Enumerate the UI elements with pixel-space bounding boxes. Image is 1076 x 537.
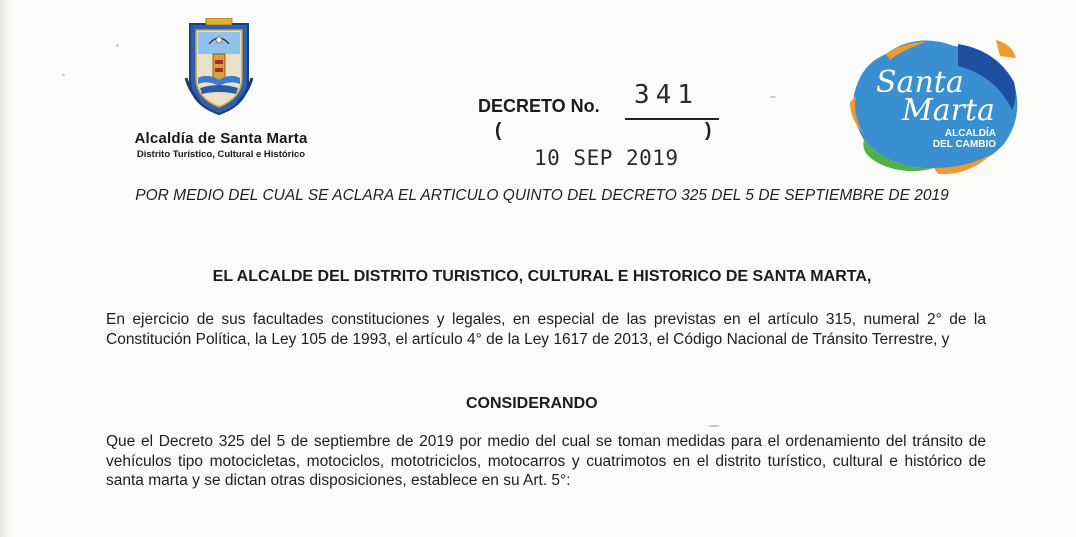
scan-edge-shadow [0, 0, 10, 537]
decree-label: DECRETO No. [478, 96, 600, 116]
date-paren-open: ( [495, 120, 502, 141]
scan-speck [62, 74, 65, 76]
santa-marta-logo [846, 36, 1022, 176]
scan-speck [116, 44, 119, 47]
logo-script-marta: Marta [902, 93, 995, 128]
entity-subtitle: Distrito Turístico, Cultural e Histórico [136, 149, 306, 160]
logo-script-santa: Santa [876, 65, 964, 100]
decree-title: POR MEDIO DEL CUAL SE ACLARA EL ARTICULO QUINTO DEL DECRETO 325 DEL 5 DE SEPTIEMBRE DE 2019 [135, 187, 949, 204]
entity-name: Alcaldía de Santa Marta [134, 130, 308, 147]
logo-tagline-2: DEL CAMBIO [932, 139, 996, 150]
legal-basis-paragraph: En ejercicio de sus facultades constituciones y legales, en especial de las previstas en el artículo 315, numeral 2° de la Constitución Política, la Ley 105 de 1993, el artículo 4° de la Ley 1617 de 2013, el Código Nacional de Tránsito Terrestre, y [106, 311, 986, 348]
issuer-heading: EL ALCALDE DEL DISTRITO TURISTICO, CULTURAL E HISTORICO DE SANTA MARTA, [212, 268, 872, 285]
decree-number: 341 [634, 80, 699, 110]
scan-speck [770, 96, 776, 98]
decree-date-stamp: 10 SEP 2019 [534, 146, 679, 170]
logo-tagline-1: ALCALDÍA [944, 128, 996, 139]
date-paren-close: ) [705, 120, 712, 141]
considerando-paragraph: Que el Decreto 325 del 5 de septiembre de 2019 por medio del cual se toman medidas para el ordenamiento del tránsito de vehículos tipo motocicletas, motociclos, mototriciclos, motocarros y cuatrimotos en el distrito turístico, cultural e histórico de santa marta y se dictan otras disposiciones, establece en su Art. 5°: [106, 433, 986, 489]
section-heading-considerando: CONSIDERANDO [466, 395, 598, 412]
scan-speck [708, 425, 720, 427]
coat-of-arms-icon [184, 18, 254, 118]
